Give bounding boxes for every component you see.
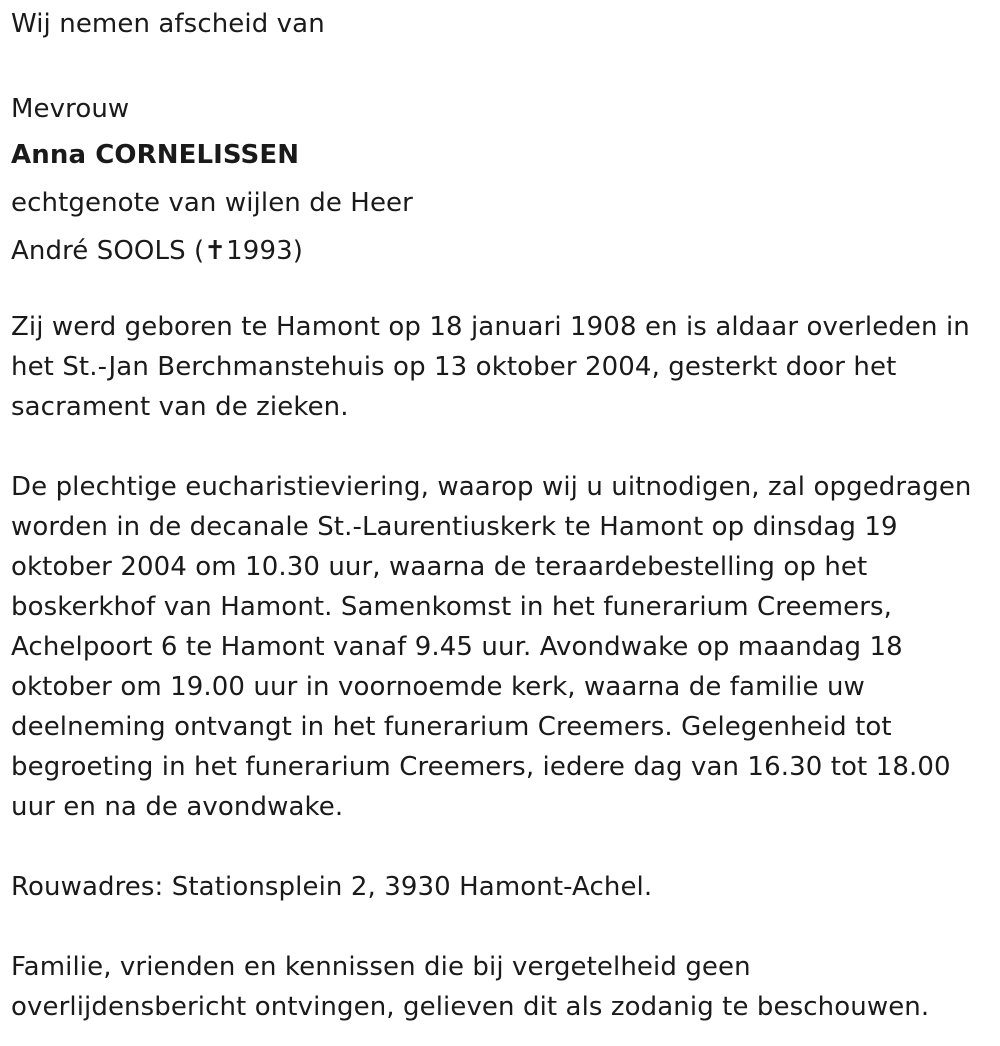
- paragraph-line: Familie, vrienden en kennissen die bij vergetelheid geen: [11, 952, 751, 982]
- paragraph-line: sacrament van de zieken.: [11, 392, 349, 422]
- intro-text: Wij nemen afscheid van: [11, 9, 325, 39]
- relation-text: echtgenote van wijlen de Heer: [11, 188, 413, 218]
- deceased-title: Mevrouw: [11, 94, 130, 124]
- paragraph-line: deelneming ontvangt in het funerarium Creemers. Gelegenheid tot: [11, 712, 892, 742]
- birth-death-paragraph: [11, 307, 991, 427]
- paragraph-line: het St.-Jan Berchmanstehuis op 13 oktober 2004, gesterkt door het: [11, 352, 897, 382]
- paragraph-line: begroeting in het funerarium Creemers, iedere dag van 16.30 tot 18.00: [11, 752, 951, 782]
- funeral-service-paragraph: [11, 467, 991, 827]
- paragraph-line: Achelpoort 6 te Hamont vanaf 9.45 uur. Avondwake op maandag 18: [11, 632, 903, 662]
- paragraph-line: boskerkhof van Hamont. Samenkomst in het funerarium Creemers,: [11, 592, 893, 622]
- paragraph-line: De plechtige eucharistieviering, waarop wij u uitnodigen, zal opgedragen: [11, 472, 972, 502]
- paragraph-line: uur en na de avondwake.: [11, 792, 344, 822]
- deceased-name: Anna CORNELISSEN: [11, 140, 300, 170]
- mourning-address: Rouwadres: Stationsplein 2, 3930 Hamont-Achel.: [11, 872, 653, 902]
- paragraph-line: oktober 2004 om 10.30 uur, waarna de teraardebestelling op het: [11, 552, 868, 582]
- spouse-name: André SOOLS (✝1993): [11, 236, 303, 266]
- paragraph-line: worden in de decanale St.-Laurentiuskerk te Hamont op dinsdag 19: [11, 512, 898, 542]
- paragraph-line: Zij werd geboren te Hamont op 18 januari 1908 en is aldaar overleden in: [11, 312, 970, 342]
- paragraph-line: overlijdensbericht ontvingen, gelieven dit als zodanig te beschouwen.: [11, 992, 930, 1022]
- family-note-paragraph: [11, 947, 991, 1027]
- paragraph-line: oktober om 19.00 uur in voornoemde kerk, waarna de familie uw: [11, 672, 865, 702]
- obituary-notice: [11, 0, 991, 1027]
